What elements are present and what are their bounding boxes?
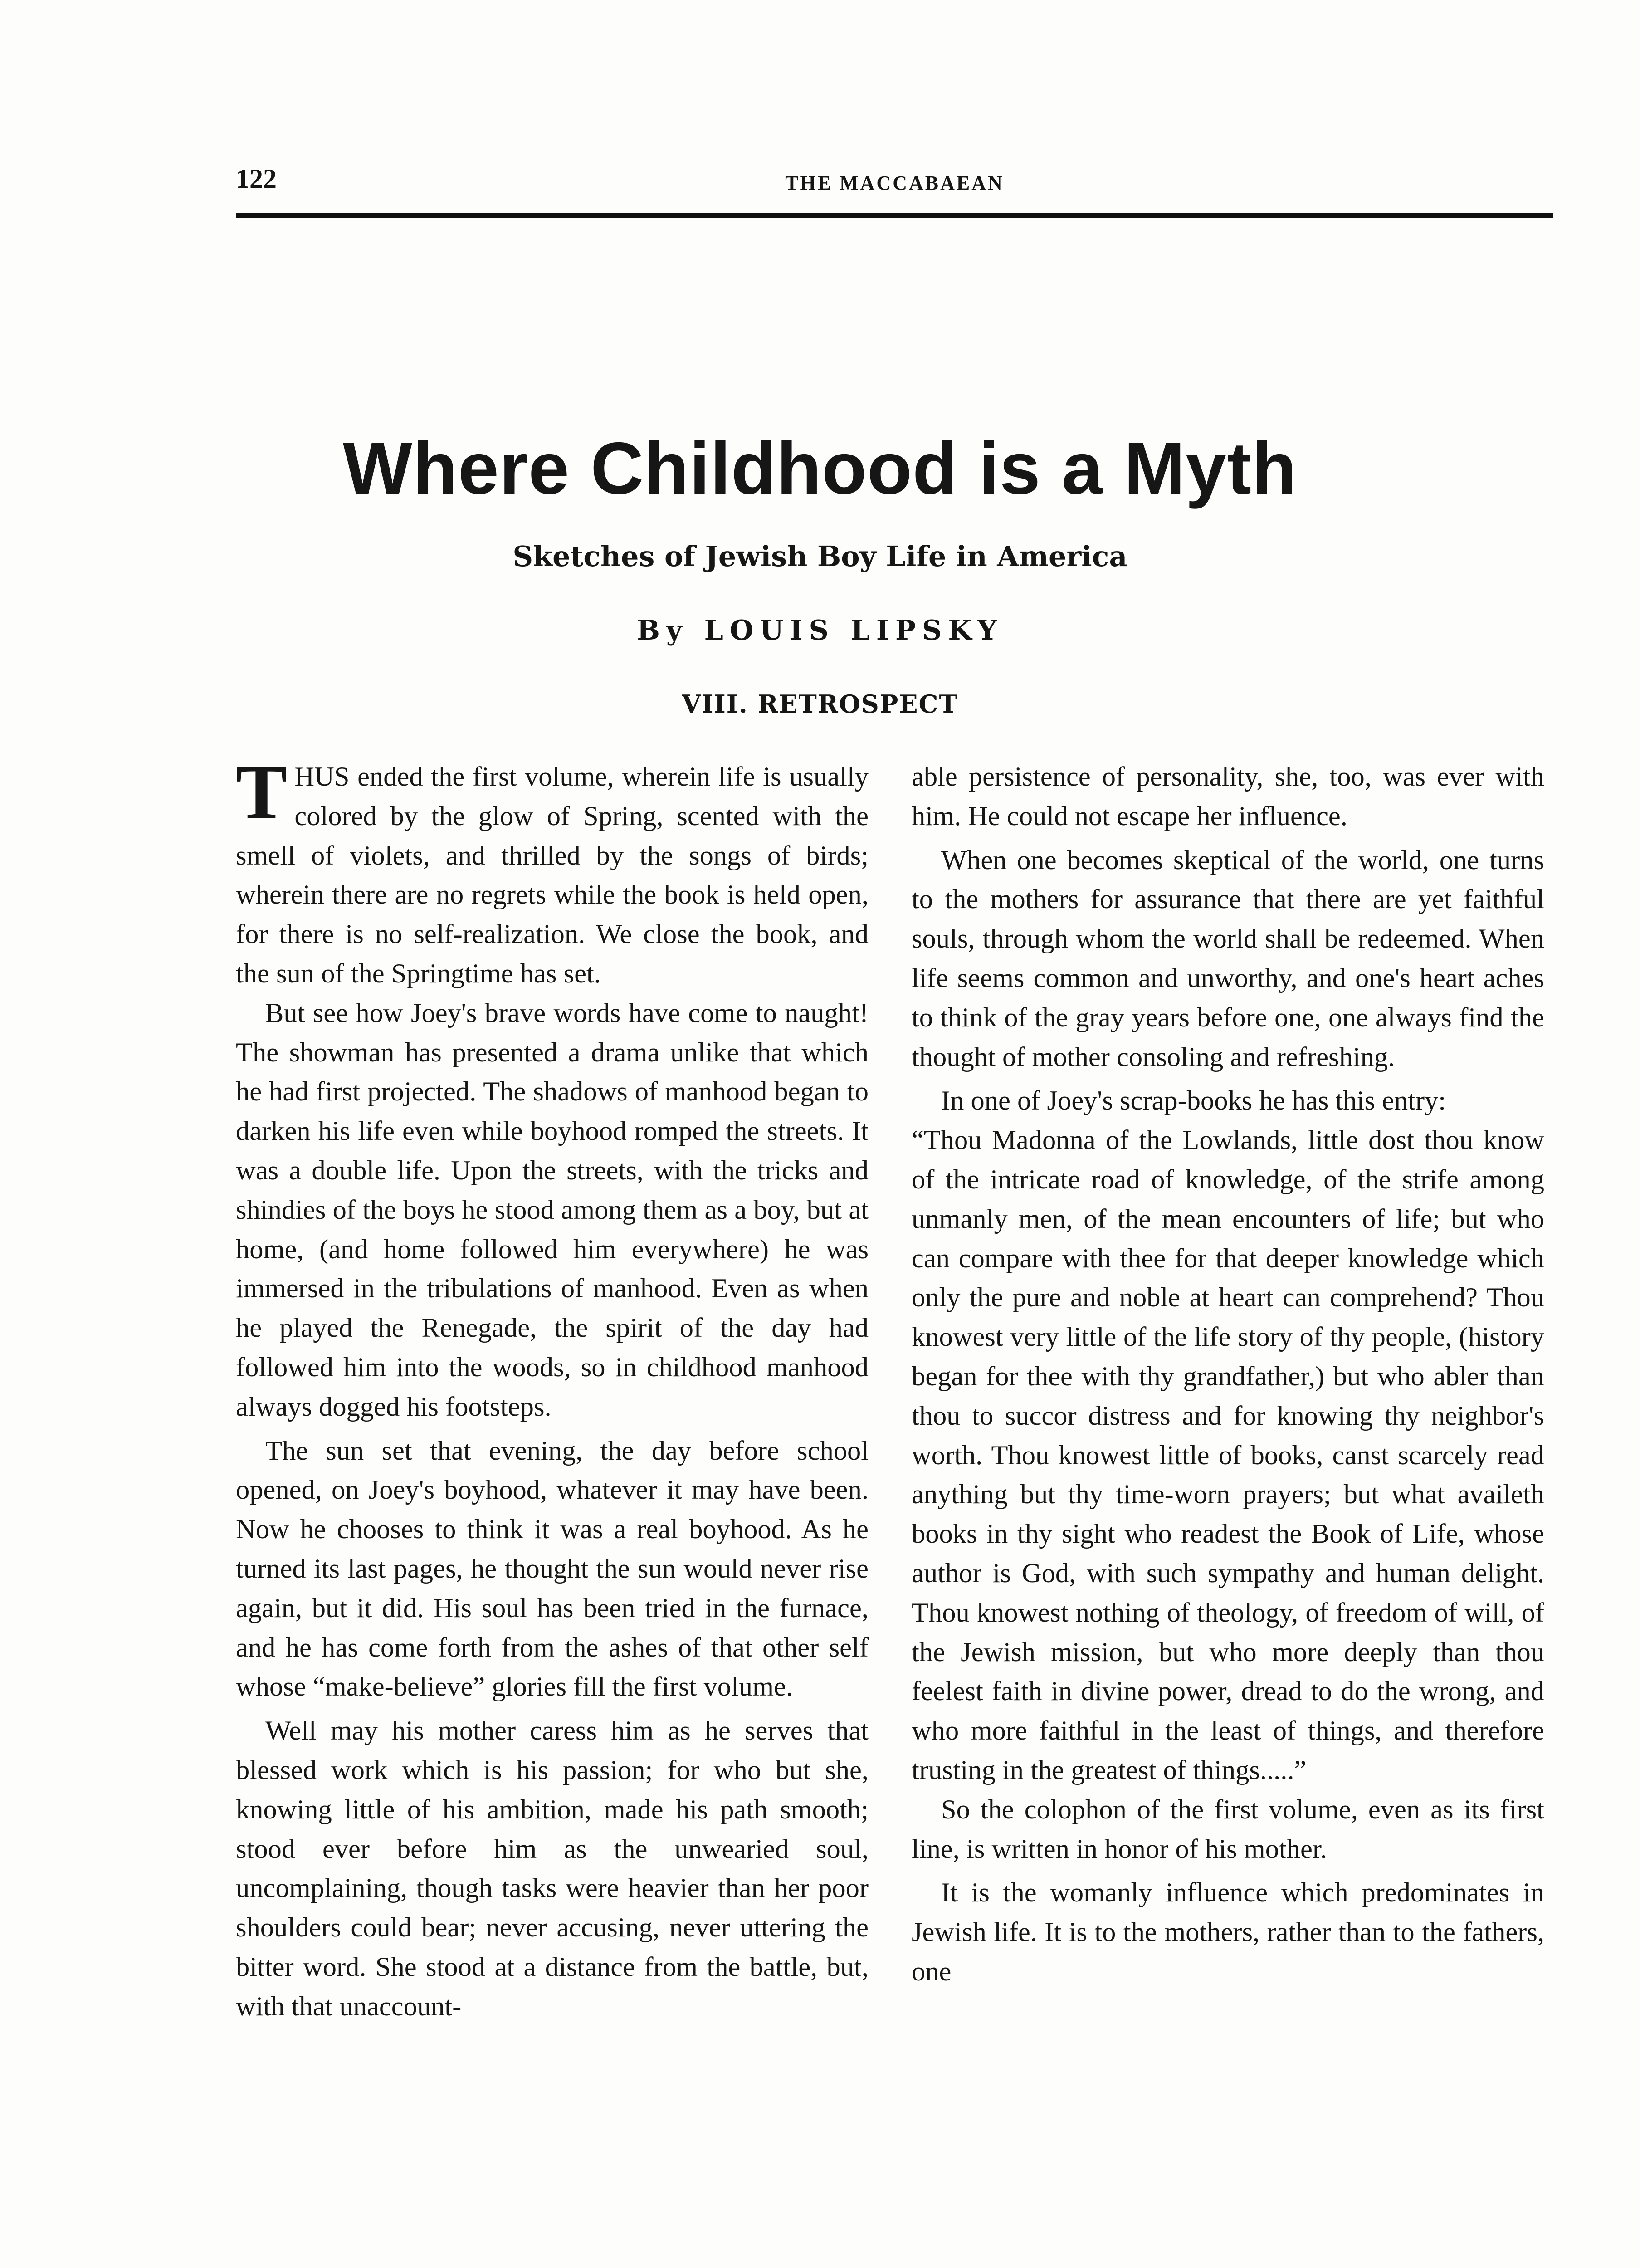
paragraph: The sun set that evening, the day before school opened, on Joey's boyhood, whatever it may have been. Now he chooses to think it was a real boyhood. As he turned its last pages, he thought the sun would never rise again, but it did. His soul has been tried in the furnace, and he has come forth from the ashes of that other self whose “make-believe” glories fill the first volume. [236, 1435, 869, 1702]
paragraph: When one becomes skeptical of the world, one turns to the mothers for assurance that there are yet faithful souls, through whom the world shall be redeemed. When life seems common and unworthy, and one's heart aches to think of the gray years before one, one always find the thought of mother consoling and refreshing. [912, 845, 1544, 1072]
article-byline: By LOUIS LIPSKY [637, 615, 1003, 646]
running-header [236, 163, 1553, 200]
paragraph: So the colophon of the first volume, even as its first line, is written in honor of his mother. [912, 1794, 1544, 1864]
paragraph: But see how Joey's brave words have come to naught! The showman has presented a drama unlike that which he had first projected. The shadows of manhood began to darken his life even while boyhood romped the streets. It was a double life. Upon the streets, with the tricks and shindies of the boys he stood among them as a boy, but at home, (and home followed him everywhere) he was immersed in the tribulations of manhood. Even as when he played the Renegade, the spirit of the day had followed him into the woods, so in childhood manhood always dogged his footsteps. [236, 997, 869, 1422]
paragraph: Well may his mother caress him as he serves that blessed work which is his passion; for who but she, knowing little of his ambition, made his path smooth; stood ever before him as the unwearied soul, uncomplaining, though tasks were heavier than her poor shoulders could bear; never accusing, never uttering the bitter word. She stood at a distance from the battle, but, with that unaccount- [236, 1716, 869, 2022]
header-rule [236, 213, 1553, 218]
paragraph: In one of Joey's scrap-books he has this entry: [941, 1085, 1446, 1116]
paragraph: able persistence of personality, she, too, was ever with him. He could not escape her influence. [912, 762, 1544, 831]
right-column [912, 758, 1544, 1992]
section-heading: VIII. RETROSPECT [682, 689, 958, 719]
paragraph: It is the womanly influence which predominates in Jewish life. It is to the mothers, rather than to the fathers, one [912, 1877, 1544, 1987]
page-number: 122 [236, 164, 277, 194]
article-title: Where Childhood is a Myth [342, 427, 1298, 509]
journal-title: THE MACCABAEAN [785, 172, 1004, 194]
paragraph-text: HUS ended the first volume, wherein life is usually colored by the glow of Spring, scented with the smell of violets, and thrilled by the songs of birds; wherein there are no regrets while the book is held open, for there is no self-realization. We close the book, and the sun of the Springtime has set. [236, 762, 869, 989]
left-column [236, 749, 869, 2027]
drop-cap: T [236, 749, 288, 835]
paragraph [236, 749, 869, 994]
quotation: “Thou Madonna of the Lowlands, little dost thou know of the intricate road of knowledge, of the strife among unmanly men, of the mean encounters of life; but who can compare with thee for that deeper knowledge which only the pure and noble at heart can comprehend? Thou knowest very little of the life story of thy people, (history began for thee with thy grandfather,) but who abler than thou to succor distress and for knowing thy neighbor's worth. Thou knowest little of books, canst scarcely read anything but thy time-worn prayers; but what availeth books in thy sight who readest the Book of Life, whose author is God, with such sympathy and human delight. Thou knowest nothing of theology, of freedom of will, of the Jewish mission, but who more deeply than thou feelest faith in divine power, dread to do the wrong, and who more faithful in the least of things, and therefore trusting in the greatest of things.....” [912, 1125, 1544, 1785]
article-subtitle: Sketches of Jewish Boy Life in America [512, 540, 1128, 573]
